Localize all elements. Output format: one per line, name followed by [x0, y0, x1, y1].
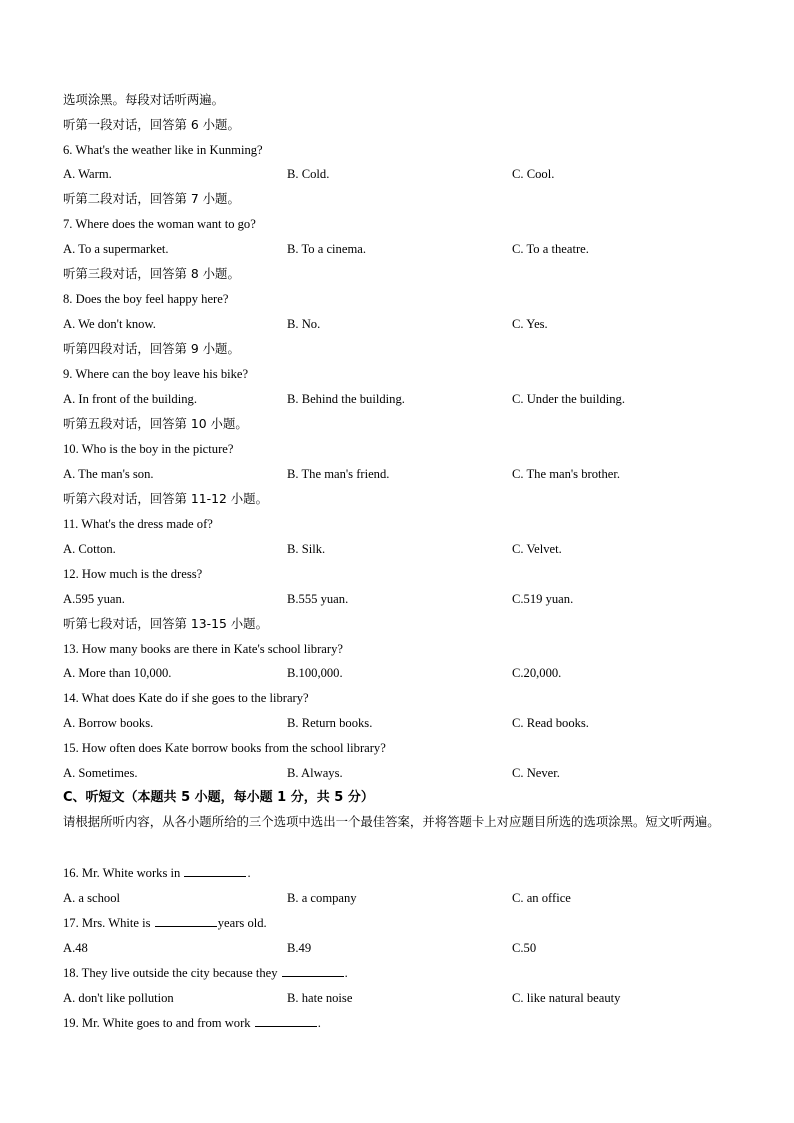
option-c[interactable]: C. Velvet. [512, 542, 562, 556]
question-stem: 16. Mr. White works in [63, 866, 184, 880]
part-c-instruction: 请根据所听内容，从各小题所给的三个选项中选出一个最佳答案，并将答题卡上对应题目所选的选项涂黑。短文听两遍。 [63, 814, 720, 829]
answer-blank [184, 864, 246, 877]
part-c-heading: C、听短文（本题共 5 小题，每小题 1 分，共 5 分） [63, 790, 374, 805]
question-text: 12. How much is the dress? [63, 567, 203, 581]
section-instruction: 听第六段对话，回答第 11-12 小题。 [63, 491, 268, 506]
question-text [63, 863, 251, 883]
option-b[interactable]: B.555 yuan. [287, 592, 349, 606]
section-instruction: 听第二段对话，回答第 7 小题。 [63, 191, 240, 206]
option-b[interactable]: B. Silk. [287, 542, 326, 556]
option-a[interactable]: A. Sometimes. [63, 766, 138, 780]
option-c[interactable]: C. Under the building. [512, 392, 625, 406]
question-text [63, 913, 267, 933]
option-c[interactable]: C. an office [512, 891, 571, 905]
question-stem: 19. Mr. White goes to and from work [63, 1016, 254, 1030]
option-a[interactable]: A. don't like pollution [63, 991, 174, 1005]
option-c[interactable]: C. like natural beauty [512, 991, 621, 1005]
question-text: 8. Does the boy feel happy here? [63, 292, 229, 306]
option-c[interactable]: C. Cool. [512, 167, 555, 181]
question-text [63, 963, 348, 983]
option-a[interactable]: A. a school [63, 891, 121, 905]
option-a[interactable]: A. To a supermarket. [63, 242, 169, 256]
question-text: 13. How many books are there in Kate's school library? [63, 642, 343, 656]
option-c[interactable]: C.519 yuan. [512, 592, 574, 606]
option-b[interactable]: B. No. [287, 317, 321, 331]
option-b[interactable]: B. a company [287, 891, 357, 905]
option-a[interactable]: A. In front of the building. [63, 392, 197, 406]
option-c[interactable]: C. Never. [512, 766, 560, 780]
question-tail: . [344, 966, 348, 980]
question-tail: . [317, 1016, 321, 1030]
section-instruction: 听第五段对话，回答第 10 小题。 [63, 416, 248, 431]
question-text: 15. How often does Kate borrow books from the school library? [63, 741, 386, 755]
option-c[interactable]: C. To a theatre. [512, 242, 589, 256]
section-instruction: 听第四段对话，回答第 9 小题。 [63, 341, 240, 356]
question-text [63, 1013, 321, 1033]
section-instruction: 听第三段对话，回答第 8 小题。 [63, 266, 240, 281]
option-b[interactable]: B. The man's friend. [287, 467, 390, 481]
intro-tail: 选项涂黑。每段对话听两遍。 [63, 92, 225, 107]
question-stem: 17. Mrs. White is [63, 916, 154, 930]
question-text: 7. Where does the woman want to go? [63, 217, 256, 231]
option-b[interactable]: B.100,000. [287, 666, 343, 680]
answer-blank [255, 1014, 317, 1027]
question-stem: 18. They live outside the city because they [63, 966, 281, 980]
question-text: 11. What's the dress made of? [63, 517, 213, 531]
section-instruction: 听第一段对话，回答第 6 小题。 [63, 117, 240, 132]
option-c[interactable]: C. The man's brother. [512, 467, 621, 481]
option-b[interactable]: B. Behind the building. [287, 392, 405, 406]
question-tail: . [247, 866, 251, 880]
option-a[interactable]: A. The man's son. [63, 467, 154, 481]
section-instruction: 听第七段对话，回答第 13-15 小题。 [63, 616, 268, 631]
answer-blank [155, 914, 217, 927]
option-c[interactable]: C. Yes. [512, 317, 548, 331]
option-b[interactable]: B. Cold. [287, 167, 330, 181]
option-a[interactable]: A.595 yuan. [63, 592, 125, 606]
option-b[interactable]: B. To a cinema. [287, 242, 366, 256]
answer-blank [282, 964, 344, 977]
option-c[interactable]: C.50 [512, 941, 537, 955]
question-text: 9. Where can the boy leave his bike? [63, 367, 249, 381]
option-b[interactable]: B. Always. [287, 766, 343, 780]
option-a[interactable]: A.48 [63, 941, 88, 955]
option-a[interactable]: A. We don't know. [63, 317, 156, 331]
option-a[interactable]: A. Warm. [63, 167, 112, 181]
question-text: 6. What's the weather like in Kunming? [63, 143, 263, 157]
question-text: 14. What does Kate do if she goes to the library? [63, 691, 309, 705]
option-b[interactable]: B.49 [287, 941, 312, 955]
option-a[interactable]: A. Cotton. [63, 542, 116, 556]
question-tail: years old. [217, 916, 267, 930]
option-b[interactable]: B. hate noise [287, 991, 353, 1005]
option-a[interactable]: A. Borrow books. [63, 716, 154, 730]
option-c[interactable]: C.20,000. [512, 666, 562, 680]
option-b[interactable]: B. Return books. [287, 716, 373, 730]
option-c[interactable]: C. Read books. [512, 716, 589, 730]
question-text: 10. Who is the boy in the picture? [63, 442, 234, 456]
option-a[interactable]: A. More than 10,000. [63, 666, 172, 680]
